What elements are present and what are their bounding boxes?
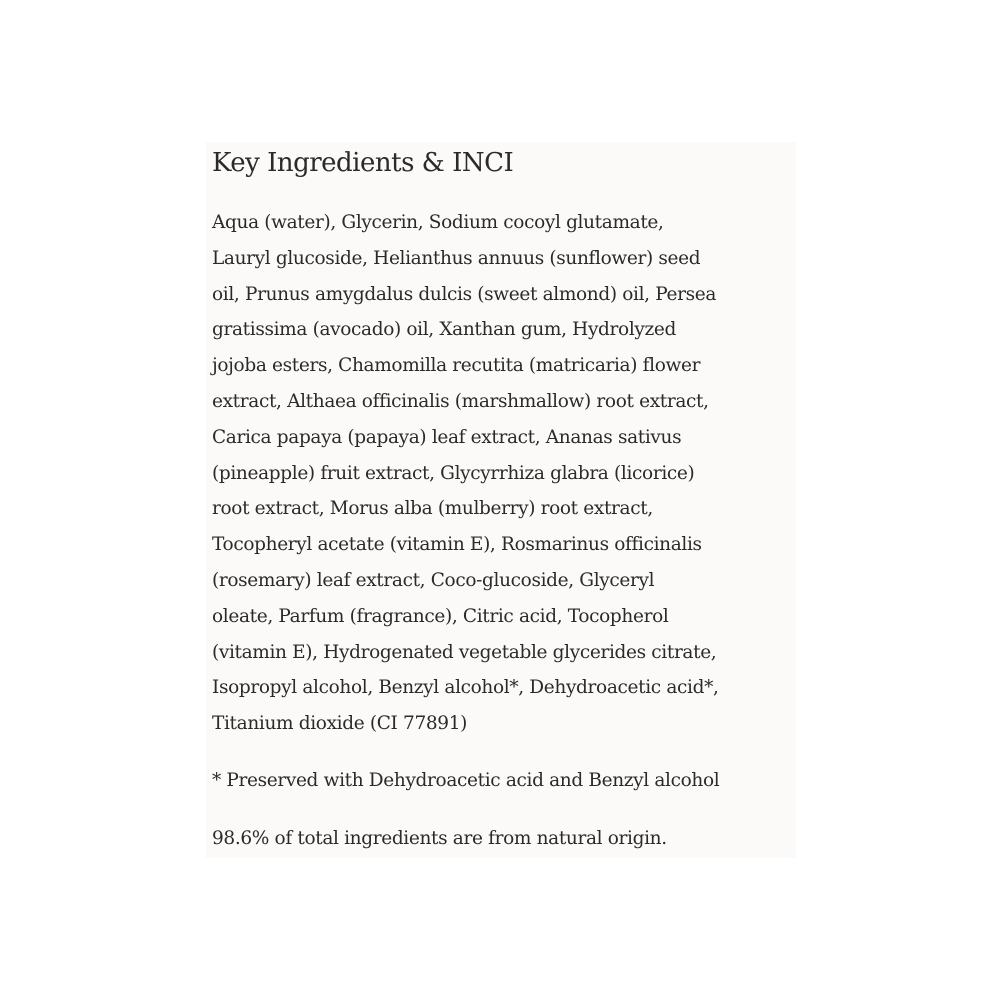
- inci-list: [212, 205, 719, 742]
- inci-line: jojoba esters, Chamomilla recutita (matricaria) flower: [212, 355, 701, 377]
- inci-line: root extract, Morus alba (mulberry) root extract,: [212, 498, 653, 520]
- inci-line: (rosemary) leaf extract, Coco-glucoside, Glyceryl: [212, 569, 655, 591]
- inci-line: (vitamin E), Hydrogenated vegetable glycerides citrate,: [212, 641, 717, 663]
- inci-line: Isopropyl alcohol, Benzyl alcohol*, Dehydroacetic acid*,: [212, 677, 719, 699]
- inci-line: Tocopheryl acetate (vitamin E), Rosmarinus officinalis: [212, 534, 702, 556]
- inci-line: extract, Althaea officinalis (marshmallow) root extract,: [212, 390, 709, 412]
- inci-line: Lauryl glucoside, Helianthus annuus (sunflower) seed: [212, 247, 701, 269]
- inci-line: Carica papaya (papaya) leaf extract, Ananas sativus: [212, 426, 682, 448]
- inci-line: gratissima (avocado) oil, Xanthan gum, Hydrolyzed: [212, 319, 676, 341]
- preservative-note: * Preserved with Dehydroacetic acid and Benzyl alcohol: [212, 770, 720, 791]
- inci-line: oil, Prunus amygdalus dulcis (sweet almond) oil, Persea: [212, 283, 717, 305]
- inci-line: Aqua (water), Glycerin, Sodium cocoyl glutamate,: [212, 212, 664, 233]
- inci-line: oleate, Parfum (fragrance), Citric acid, Tocopherol: [212, 605, 669, 627]
- inci-line: (pineapple) fruit extract, Glycyrrhiza glabra (licorice): [212, 462, 695, 484]
- natural-origin-note: 98.6% of total ingredients are from natural origin.: [212, 828, 667, 849]
- inci-line: Titanium dioxide (CI 77891): [212, 713, 467, 735]
- section-heading: Key Ingredients & INCI: [212, 148, 514, 178]
